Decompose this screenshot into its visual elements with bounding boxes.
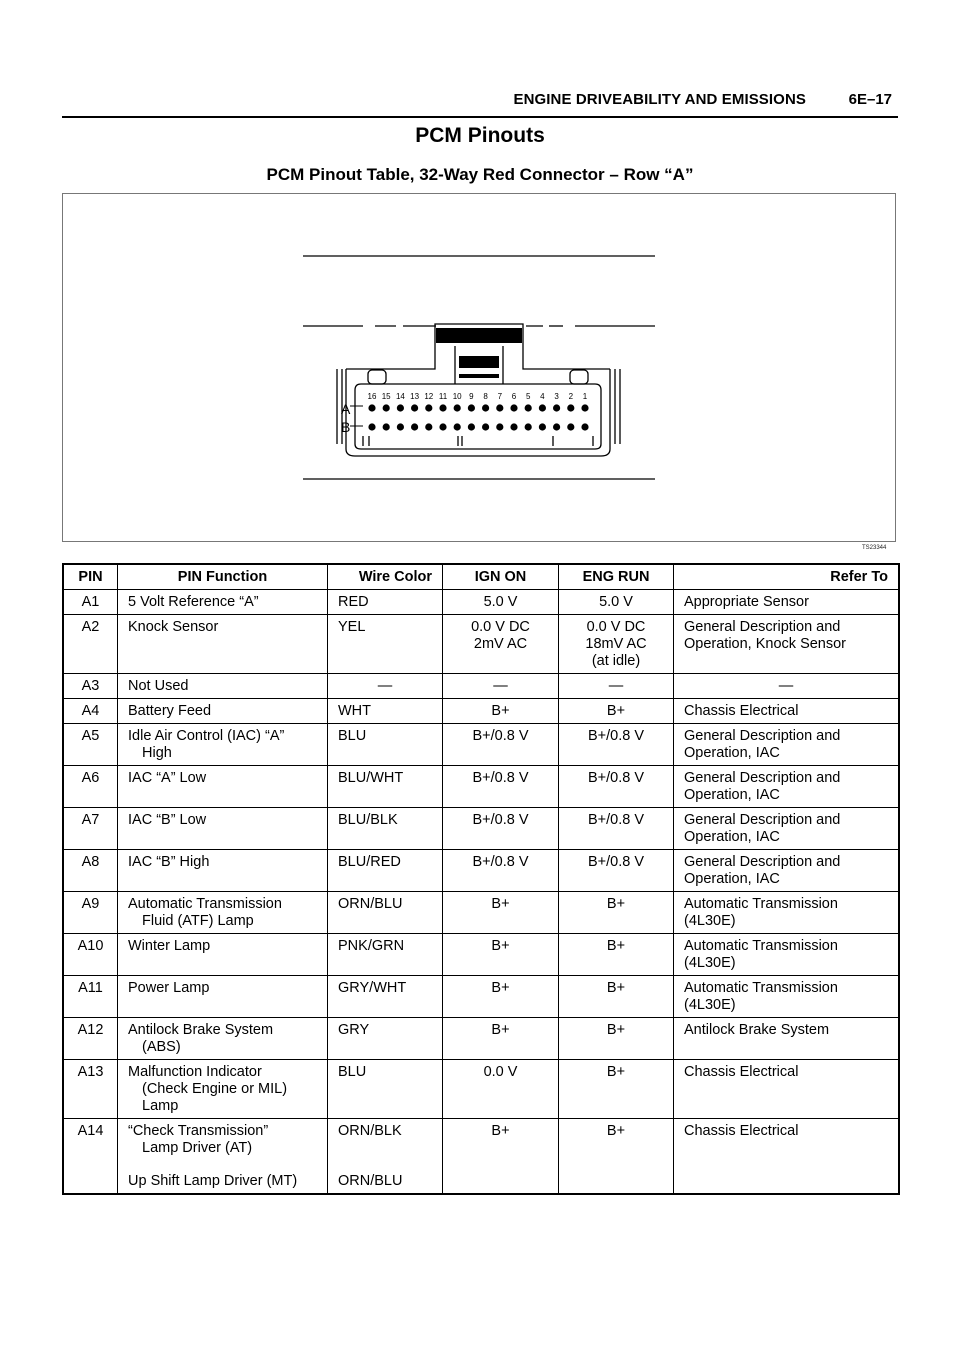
cell-line: Antilock Brake System <box>684 1022 830 1038</box>
cell-function <box>118 892 328 934</box>
table-row <box>63 1119 899 1195</box>
cell-line: B+/0.8 V <box>472 770 529 786</box>
cell-function <box>118 808 328 850</box>
pin-id: A5 <box>81 728 100 744</box>
pin-id: A13 <box>77 1064 104 1080</box>
cell-ign-on <box>443 976 559 1018</box>
cell-line: BLU <box>338 728 367 744</box>
cell-ign-on <box>443 1060 559 1119</box>
cell-line: Automatic Transmission <box>128 896 282 912</box>
cell-refer-to <box>674 766 900 808</box>
pin-row-a <box>368 404 375 411</box>
cell-line: Knock Sensor <box>128 619 219 635</box>
pin-row-a <box>581 404 588 411</box>
cell-line: Power Lamp <box>128 980 210 996</box>
pin-id: A14 <box>77 1123 104 1139</box>
cell-line: Not Used <box>128 678 189 694</box>
cell-function <box>118 934 328 976</box>
cell-line: (4L30E) <box>684 997 736 1013</box>
cell-line: Chassis Electrical <box>684 1123 799 1139</box>
pin-row-a <box>496 404 503 411</box>
cell-eng-run <box>559 1018 674 1060</box>
table-subtitle: PCM Pinout Table, 32-Way Red Connector – Row “A” <box>266 165 694 184</box>
cell-function <box>118 590 328 615</box>
cell-wire <box>328 976 443 1018</box>
cell-function <box>118 615 328 674</box>
cell-eng-run <box>559 699 674 724</box>
cell-refer-to <box>674 615 900 674</box>
pin-row-b <box>510 423 517 430</box>
pin-row-b <box>454 423 461 430</box>
cell-wire <box>328 1060 443 1119</box>
cell-line: “Check Transmission” <box>128 1123 269 1139</box>
page-header <box>62 88 898 118</box>
cell-line: Operation, IAC <box>684 745 780 761</box>
table-row <box>63 674 899 699</box>
cell-line: Chassis Electrical <box>684 703 799 719</box>
pin-row-b <box>425 423 432 430</box>
cell-line: 5.0 V <box>483 594 518 610</box>
pin-id: A9 <box>81 896 100 912</box>
cell-line: B+ <box>606 896 626 912</box>
cell-line: General Description and <box>684 854 841 870</box>
cell-pin <box>63 724 118 766</box>
pinout-body <box>63 590 899 1195</box>
pin-number-label: 11 <box>438 392 448 401</box>
cell-eng-run <box>559 1119 674 1195</box>
cell-ign-on <box>443 1119 559 1195</box>
cell-line: B+ <box>491 703 510 719</box>
pin-number-label: 7 <box>497 392 503 401</box>
cell-wire <box>328 699 443 724</box>
cell-ign-on <box>443 1018 559 1060</box>
pin-number-label: 14 <box>395 392 405 401</box>
cell-line: B+ <box>491 896 510 912</box>
cell-function <box>118 1060 328 1119</box>
cell-line: Malfunction Indicator <box>128 1064 262 1080</box>
col-header-ign: IGN ON <box>443 564 559 590</box>
cell-eng-run <box>559 850 674 892</box>
cell-line: 5 Volt Reference “A” <box>128 594 259 610</box>
cell-line: Up Shift Lamp Driver (MT) <box>128 1173 298 1189</box>
pin-number-label: 8 <box>483 392 488 401</box>
cell-eng-run <box>559 1060 674 1119</box>
cell-line: IAC “A” Low <box>128 770 207 786</box>
cell-line: Operation, IAC <box>684 871 780 887</box>
row-label-a: A <box>341 401 351 417</box>
cell-line: B+/0.8 V <box>587 854 645 870</box>
pin-row-b <box>539 423 546 430</box>
pin-row-a <box>567 404 574 411</box>
pin-number-label: 2 <box>568 392 574 401</box>
table-row <box>63 892 899 934</box>
cell-eng-run <box>559 766 674 808</box>
cell-line: ORN/BLK <box>338 1123 402 1139</box>
pin-id: A4 <box>81 703 100 719</box>
cell-line: Operation, Knock Sensor <box>684 636 847 652</box>
cell-function <box>118 724 328 766</box>
cell-function <box>118 699 328 724</box>
cell-line: (ABS) <box>142 1039 181 1055</box>
cell-line: High <box>142 745 172 761</box>
pin-row-a <box>510 404 517 411</box>
cell-line: — <box>778 678 794 694</box>
col-header-wire: Wire Color <box>328 564 443 590</box>
pin-id: A1 <box>81 594 100 610</box>
cell-line: B+ <box>491 1022 510 1038</box>
pin-number-label: 1 <box>582 392 588 401</box>
cell-line: B+/0.8 V <box>587 770 645 786</box>
cell-line: B+/0.8 V <box>472 812 529 828</box>
pin-row-a <box>553 404 560 411</box>
cell-line: — <box>608 678 624 694</box>
pin-row-b <box>553 423 560 430</box>
cell-ign-on <box>443 724 559 766</box>
cell-ign-on <box>443 850 559 892</box>
pin-row-b <box>567 423 574 430</box>
cell-wire <box>328 674 443 699</box>
pin-row-a <box>439 404 446 411</box>
connector-figure <box>62 193 896 542</box>
cell-eng-run <box>559 674 674 699</box>
pinout-table <box>62 563 900 1195</box>
cell-ign-on <box>443 934 559 976</box>
cell-line: 0.0 V DC <box>586 619 646 635</box>
cell-pin <box>63 1060 118 1119</box>
cell-eng-run <box>559 934 674 976</box>
cell-line: Idle Air Control (IAC) “A” <box>128 728 285 744</box>
table-row <box>63 590 899 615</box>
cell-line: Fluid (ATF) Lamp <box>142 913 254 929</box>
cell-ign-on <box>443 615 559 674</box>
cell-function <box>118 976 328 1018</box>
cell-pin <box>63 766 118 808</box>
pin-numbers <box>368 392 588 401</box>
cell-line: B+/0.8 V <box>587 728 645 744</box>
pin-id: A10 <box>77 938 104 954</box>
cell-line: B+ <box>606 938 626 954</box>
pin-id: A7 <box>81 812 100 828</box>
cell-line: 18mV AC <box>585 636 647 652</box>
cell-wire <box>328 590 443 615</box>
pin-row-b <box>482 423 489 430</box>
cell-line: B+/0.8 V <box>472 728 529 744</box>
cell-eng-run <box>559 724 674 766</box>
cell-refer-to <box>674 892 900 934</box>
section-title: ENGINE DRIVEABILITY AND EMISSIONS <box>513 91 806 108</box>
col-header-ref: Refer To <box>674 564 900 590</box>
cell-line: Operation, IAC <box>684 787 780 803</box>
cell-wire <box>328 892 443 934</box>
cell-line: General Description and <box>684 812 841 828</box>
cell-line: Automatic Transmission <box>684 938 838 954</box>
col-header-eng: ENG RUN <box>559 564 674 590</box>
pin-id: A3 <box>81 678 100 694</box>
pin-row-a <box>525 404 532 411</box>
cell-ign-on <box>443 590 559 615</box>
cell-pin <box>63 590 118 615</box>
figure-code: TS23344 <box>862 545 887 551</box>
page-title: PCM Pinouts <box>415 124 545 147</box>
cell-line: Automatic Transmission <box>684 896 838 912</box>
table-row <box>63 766 899 808</box>
pin-row-b <box>439 423 446 430</box>
cell-line: Appropriate Sensor <box>684 594 809 610</box>
pin-id: A8 <box>81 854 100 870</box>
cell-line: B+ <box>606 703 626 719</box>
cell-function <box>118 850 328 892</box>
col-header-pin: PIN <box>63 564 118 590</box>
cell-line: B+ <box>606 1064 626 1080</box>
cell-line: 2mV AC <box>473 636 528 652</box>
cell-ign-on <box>443 892 559 934</box>
cell-function <box>118 766 328 808</box>
cell-line: B+ <box>491 938 510 954</box>
pin-number-label: 13 <box>410 392 420 401</box>
pin-row-a <box>425 404 432 411</box>
pin-row-a <box>454 404 461 411</box>
connector-diagram <box>63 194 897 543</box>
table-row <box>63 850 899 892</box>
cell-line: — <box>493 678 508 694</box>
cell-refer-to <box>674 724 900 766</box>
cell-line: (4L30E) <box>684 913 736 929</box>
cell-line: (4L30E) <box>684 955 736 971</box>
cell-wire <box>328 766 443 808</box>
pin-number-label: 15 <box>381 392 391 401</box>
cell-refer-to <box>674 1119 900 1195</box>
cell-line: B+/0.8 V <box>472 854 529 870</box>
cell-line: Chassis Electrical <box>684 1064 799 1080</box>
page-number: 6E–17 <box>848 91 892 108</box>
cell-refer-to <box>674 674 900 699</box>
cell-line: B+ <box>606 980 626 996</box>
cell-line: — <box>377 678 393 694</box>
pin-row-a <box>397 404 404 411</box>
col-header-function: PIN Function <box>118 564 328 590</box>
pin-id: A11 <box>78 980 103 996</box>
cell-line: Battery Feed <box>128 703 212 719</box>
table-header-row <box>63 564 899 590</box>
cell-line: YEL <box>338 619 366 635</box>
cell-line: RED <box>338 594 369 610</box>
cell-refer-to <box>674 590 900 615</box>
table-row <box>63 976 899 1018</box>
pin-row-b <box>368 423 375 430</box>
cell-wire <box>328 850 443 892</box>
pin-row-b <box>468 423 475 430</box>
cell-line: B+ <box>491 1123 510 1139</box>
cell-refer-to <box>674 976 900 1018</box>
cell-line: IAC “B” High <box>128 854 210 870</box>
cell-ign-on <box>443 674 559 699</box>
cell-line: Operation, IAC <box>684 829 780 845</box>
cell-wire <box>328 615 443 674</box>
pin-number-label: 10 <box>452 392 462 401</box>
pin-number-label: 5 <box>525 392 531 401</box>
cell-line: (Check Engine or MIL) <box>142 1081 288 1097</box>
table-row <box>63 724 899 766</box>
cell-refer-to <box>674 1018 900 1060</box>
pin-row-b <box>525 423 532 430</box>
table-row <box>63 1060 899 1119</box>
table-row <box>63 615 899 674</box>
cell-line: Automatic Transmission <box>684 980 838 996</box>
table-row <box>63 1018 899 1060</box>
pin-id: A6 <box>81 770 100 786</box>
cell-wire <box>328 1119 443 1195</box>
cell-pin <box>63 892 118 934</box>
cell-line: B+ <box>491 980 510 996</box>
cell-pin <box>63 699 118 724</box>
cell-line: B+/0.8 V <box>587 812 645 828</box>
cell-line: General Description and <box>684 619 841 635</box>
cell-line: BLU/RED <box>338 854 401 870</box>
cell-refer-to <box>674 699 900 724</box>
cell-line: General Description and <box>684 728 841 744</box>
cell-pin <box>63 1119 118 1195</box>
cell-function <box>118 1119 328 1195</box>
cell-line: ORN/BLU <box>338 896 403 912</box>
cell-line: Lamp Driver (AT) <box>142 1140 253 1156</box>
cell-function <box>118 674 328 699</box>
table-row <box>63 934 899 976</box>
cell-line: B+ <box>606 1123 626 1139</box>
pin-number-label: 6 <box>511 392 517 401</box>
cell-line: BLU <box>338 1064 367 1080</box>
cell-line: ORN/BLU <box>338 1173 403 1189</box>
cell-ign-on <box>443 766 559 808</box>
cell-pin <box>63 1018 118 1060</box>
cell-pin <box>63 934 118 976</box>
cell-line: GRY <box>338 1022 370 1038</box>
cell-line: WHT <box>338 703 372 719</box>
pin-rows <box>368 404 588 430</box>
pin-row-a <box>539 404 546 411</box>
cell-ign-on <box>443 808 559 850</box>
cell-line: Antilock Brake System <box>128 1022 274 1038</box>
cell-line: GRY/WHT <box>338 980 407 996</box>
cell-refer-to <box>674 850 900 892</box>
pin-row-a <box>383 404 390 411</box>
pin-number-label: 9 <box>469 392 474 401</box>
cell-line: (at idle) <box>591 653 641 669</box>
cell-line: Lamp <box>142 1098 179 1114</box>
row-label-b: B <box>341 419 351 435</box>
cell-wire <box>328 1018 443 1060</box>
cell-refer-to <box>674 808 900 850</box>
cell-wire <box>328 808 443 850</box>
pin-number-label: 16 <box>367 392 377 401</box>
cell-pin <box>63 850 118 892</box>
table-row <box>63 808 899 850</box>
cell-line: PNK/GRN <box>338 938 405 954</box>
cell-pin <box>63 674 118 699</box>
cell-line: General Description and <box>684 770 841 786</box>
cell-function <box>118 1018 328 1060</box>
cell-eng-run <box>559 976 674 1018</box>
pin-row-b <box>383 423 390 430</box>
cell-line: B+ <box>606 1022 626 1038</box>
cell-line: 5.0 V <box>599 594 633 610</box>
table-row <box>63 699 899 724</box>
cell-line: BLU/BLK <box>338 812 398 828</box>
cell-pin <box>63 615 118 674</box>
cell-eng-run <box>559 808 674 850</box>
cell-pin <box>63 976 118 1018</box>
pin-number-label: 4 <box>540 392 545 401</box>
pin-row-b <box>496 423 503 430</box>
cell-wire <box>328 724 443 766</box>
pin-id: A12 <box>77 1022 104 1038</box>
cell-pin <box>63 808 118 850</box>
pin-id: A2 <box>81 619 100 635</box>
pin-number-label: 3 <box>554 392 559 401</box>
cell-line: 0.0 V <box>483 1064 518 1080</box>
cell-line: 0.0 V DC <box>471 619 530 635</box>
pin-number-label: 12 <box>424 392 434 401</box>
cell-wire <box>328 934 443 976</box>
cell-line: IAC “B” Low <box>128 812 207 828</box>
pin-row-b <box>581 423 588 430</box>
pin-row-a <box>468 404 475 411</box>
cell-line: Winter Lamp <box>128 938 211 954</box>
cell-eng-run <box>559 892 674 934</box>
cell-ign-on <box>443 699 559 724</box>
pin-row-a <box>411 404 418 411</box>
cell-line: BLU/WHT <box>338 770 404 786</box>
cell-eng-run <box>559 615 674 674</box>
cell-refer-to <box>674 1060 900 1119</box>
cell-eng-run <box>559 590 674 615</box>
pin-row-a <box>482 404 489 411</box>
pin-row-b <box>397 423 404 430</box>
pin-row-b <box>411 423 418 430</box>
cell-refer-to <box>674 934 900 976</box>
